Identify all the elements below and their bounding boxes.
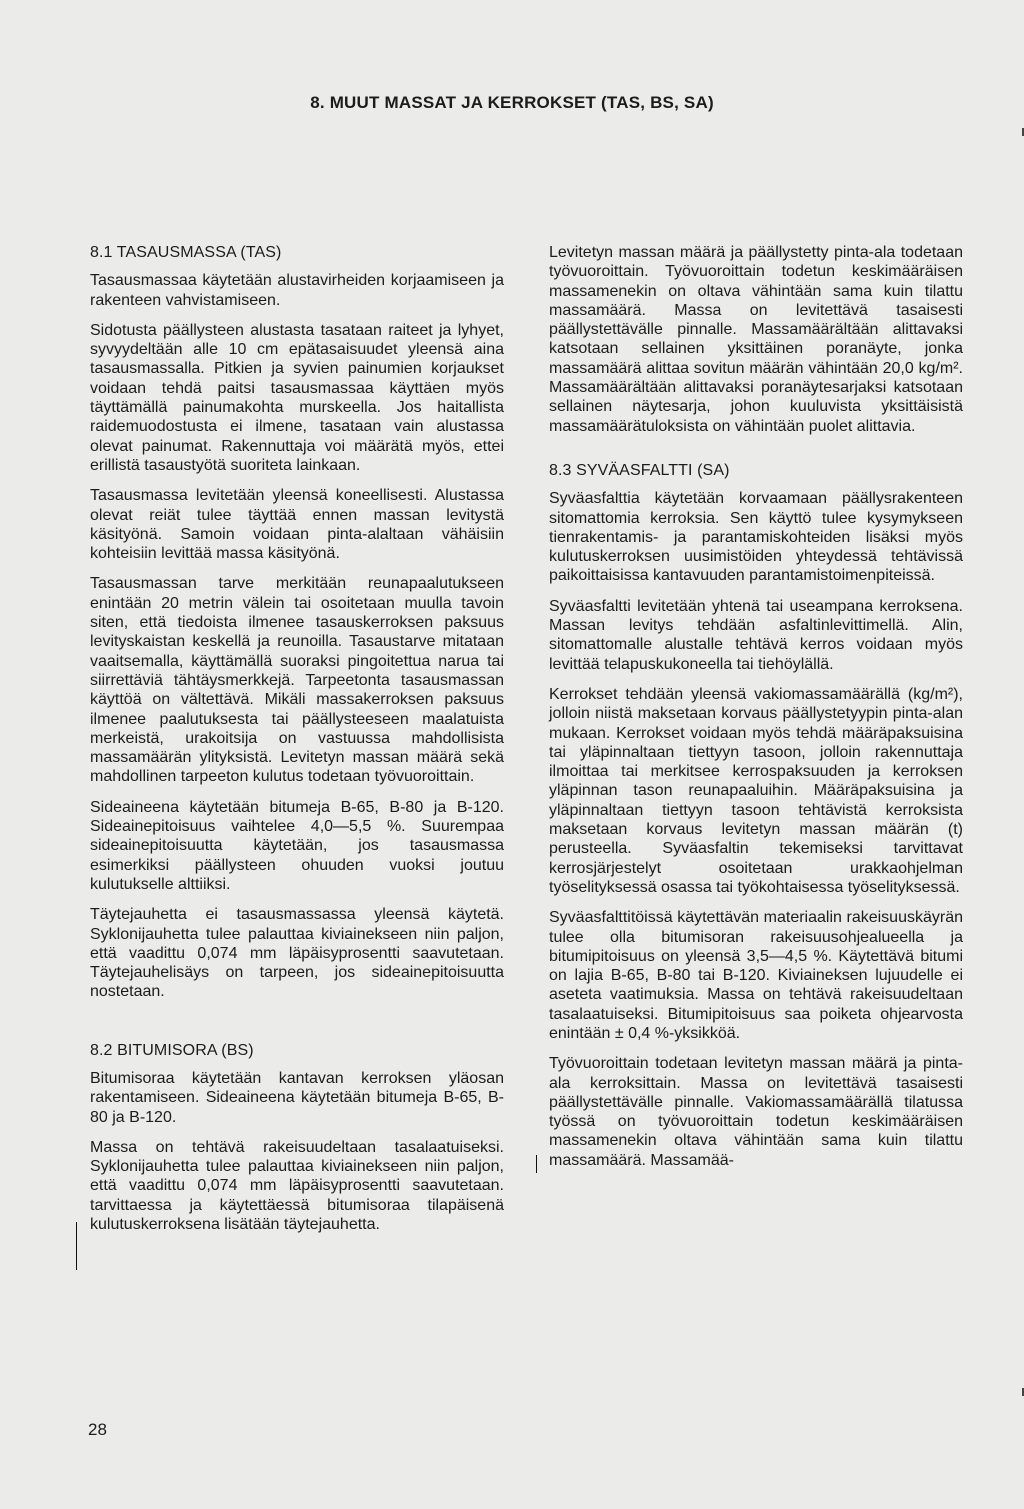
paragraph: Täytejauhetta ei tasausmassassa yleensä käytetä. Syklonijauhetta tulee palauttaa kiviainekseen niin paljon, että vaadittu 0,074 mm läpäisyprosentti saavutetaan. Täytejauhelisäys on tarpeen, jos sideainepitoisuutta nostetaan. <box>90 906 504 1001</box>
paragraph: Kerrokset tehdään yleensä vakiomassamäärällä (kg/m²), jolloin niistä maksetaan korvaus päällystetyypin pinta-alan mukaan. Kerrokset voidaan myös tehdä määräpaksuisina tai yläpinnaltaan tiettyyn tasoon, jolloin rakennuttaja ilmoittaa tai merkitsee kerrospaksuuden ja kerroksen yläpinnan tason reunapaaluihin. Määräpaksuisina ja yläpinnaltaan tiettyyn tasoon tehtävistä kerroksista maksetaan korvaus levitetyn massan määrän (t) perusteella. Syväasfaltin tekemiseksi tarvittavat kerrosjärjestelyt osoitetaan urakkaohjelman työselityksessä osassa tai työkohtaisessa työselityksessä. <box>549 685 963 896</box>
paragraph: Bitumisoraa käytetään kantavan kerroksen yläosan rakentamiseen. Sideaineena käytetään bitumeja B-65, B-80 ja B-120. <box>90 1069 504 1126</box>
section-gap <box>549 447 963 461</box>
page-title: 8. MUUT MASSAT JA KERROKSET (TAS, BS, SA) <box>310 93 714 112</box>
page-number: 28 <box>88 1420 107 1439</box>
change-bar <box>536 1155 537 1173</box>
paragraph: Tasausmassaa käytetään alustavirheiden korjaamiseen ja rakenteen vahvistamiseen. <box>90 272 504 309</box>
paragraph: Tasausmassa levitetään yleensä koneellisesti. Alustassa olevat reiät tulee täyttää ennen massan levitystä käsityönä. Samoin voidaan pinta-alaltaan vähäisiin kohteisiin levittää massa käsityönä. <box>90 487 504 563</box>
paragraph: Tasausmassan tarve merkitään reunapaalutukseen enintään 20 metrin välein tai osoitetaan muulla tavoin siten, että tiedoista ilmenee tasauskerroksen paksuus levityskaistan keskellä ja reunoilla. Tasaustarve mitataan vaaitsemalla, käyttämällä suoraksi pingoitettua narua tai siirrettäviä tähtäysmerkkejä. Tarpeetonta tasausmassan käyttöä on vältettävä. Mikäli massakerroksen paksuus ilmenee paalutuksesta tai päällysteeseen maalatuista merkeistä, urakoitsija on vastuussa mahdollisista massamäärän ylityksistä. Levitetyn massan määrä sekä mahdollinen tarpeeton kulutus todetaan työvuoroittain. <box>90 575 504 786</box>
section-heading-8-1: 8.1 TASAUSMASSA (TAS) <box>90 244 282 261</box>
paragraph: Syväasfalttitöissä käytettävän materiaalin rakeisuuskäyrän tulee olla bitumisoran rakeisuusohjealueella ja bitumipitoisuus on yleensä 3,5—4,5 %. Käytettävä bitumi on lajia B-65, B-80 tai B-120. Kiviaineksen lujuudelle ei aseteta vaatimuksia. Massa on tehtävä rakeisuudeltaan tasalaatuiseksi. Bitumipitoisuus saa poiketa ohjearvosta enintään ± 0,4 %-yksikköä. <box>549 909 963 1042</box>
left-column <box>90 243 504 1245</box>
paragraph: Sidotusta päällysteen alustasta tasataan raiteet ja lyhyet, syvyydeltään alle 10 cm epätasaisuudet yleensä aina tasausmassalla. Pitkien ja syvien painumien korjaukset voidaan tehdä paitsi tasausmassaa käyttäen myös täyttämällä painumakohta murskeella. Jos haitallista raidemuodostusta ei ilmene, tasataan vain alustassa olevat painumat. Rakennuttaja voi määrätä myös, ettei erillistä tasaustyötä suoriteta lainkaan. <box>90 321 504 474</box>
right-column <box>549 243 963 1181</box>
section-heading-8-2: 8.2 BITUMISORA (BS) <box>90 1041 254 1059</box>
paragraph: Levitetyn massan määrä ja päällystetty pinta-ala todetaan työvuoroittain. Työvuoroittain todetun keskimääräisen massamenekin on oltava vähintään sama kuin tilattu massamäärä. Massa on levitettävä tasaisesti päällystettävälle pinnalle. Massamäärältään alittavaksi katsotaan sellainen yksittäinen poranäyte, jonka massamäärä alittaa sovitun määrän vähintään 20,0 kg/m². Massamäärältään alittavaksi poranäytesarjaksi katsotaan sellainen näytesarja, johon kuuluvista yksittäisistä massamäärätuloksista on vähintään puolet alittavia. <box>549 244 963 435</box>
section-heading-8-3: 8.3 SYVÄASFALTTI (SA) <box>549 461 730 479</box>
change-bar <box>76 1222 77 1270</box>
paragraph: Syväasfaltti levitetään yhtenä tai useampana kerroksena. Massan levitys tehdään asfaltinlevittimellä. Alin, sitomattomalle alustalle tehtävä kerros voidaan myös levittää telapuskukoneella tai tiehöylällä. <box>549 597 963 673</box>
paragraph: Työvuoroittain todetaan levitetyn massan määrä ja pinta-ala kerroksittain. Massa on levitettävä tasaisesti päällystettävälle pinnalle. Vakiomassamäärällä tilatussa työssä on työvuoroittain todetun keskimääräisen massamenekin oltava vähintään sama kuin tilattu massamäärä. Massamää- <box>549 1055 963 1169</box>
paragraph: Sideaineena käytetään bitumeja B-65, B-80 ja B-120. Sideainepitoisuus vaihtelee 4,0—5,5 %. Suurempaa sideainepitoisuutta käytetään, jos tasausmassa esimerkiksi päällysteen ohuuden vuoksi joutuu kulutukselle alttiiksi. <box>90 798 504 893</box>
section-gap <box>90 1013 504 1041</box>
paragraph: Syväasfalttia käytetään korvaamaan päällysrakenteen sitomattomia kerroksia. Sen käyttö tulee kysymykseen tienrakentamis- ja parantamiskohteiden lisäksi myös kulutuskerroksen uusimistöiden yhteydessä tehtävissä paikoittaisissa kantavuuden parantamistoimenpiteissä. <box>549 490 963 585</box>
paragraph: Massa on tehtävä rakeisuudeltaan tasalaatuiseksi. Syklonijauhetta tulee palauttaa kiviainekseen niin paljon, että vaadittu 0,074 mm läpäisyprosentti saavutetaan. tarvittaessa ja käytettäessä bitumisoraa tilapäisenä kulutuskerroksena lisätään täytejauhetta. <box>90 1138 504 1234</box>
